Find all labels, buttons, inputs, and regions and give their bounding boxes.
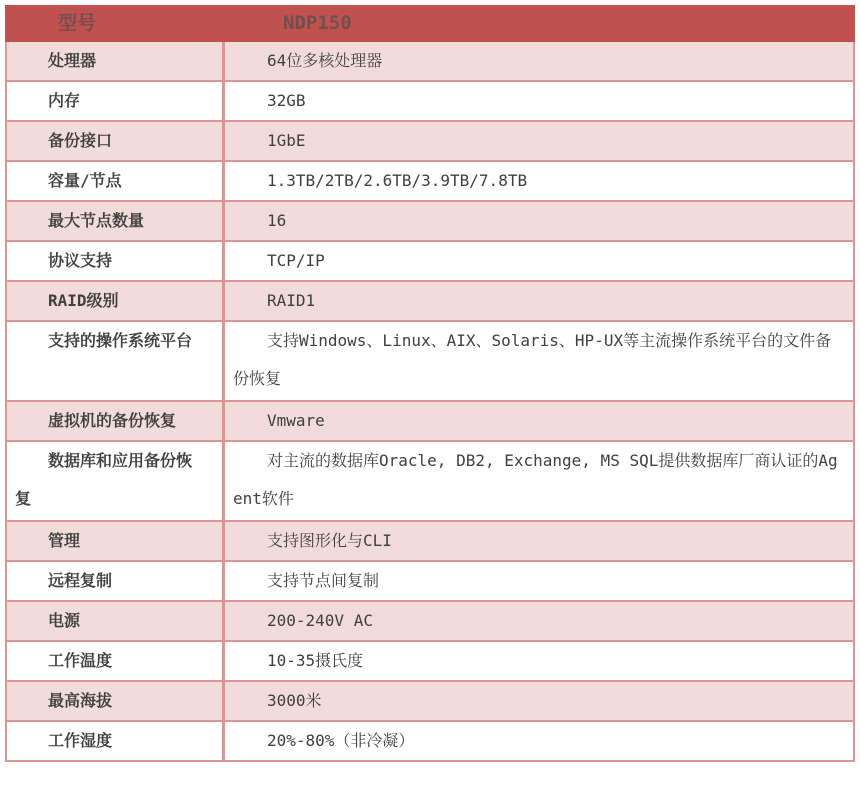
spec-value: 1GbE [267, 131, 306, 150]
spec-row-remote-replication [7, 560, 853, 600]
spec-value: 10-35摄氏度 [267, 651, 364, 670]
spec-label: 数据库和应用备份恢复 [7, 442, 225, 520]
spec-value: 200-240V AC [267, 611, 373, 630]
spec-label: 工作湿度 [7, 722, 225, 760]
spec-row-max-altitude [7, 680, 853, 720]
spec-value: 支持Windows、Linux、AIX、Solaris、HP-UX等主流操作系统平台的文件备份恢复 [233, 331, 832, 388]
spec-value: 16 [267, 211, 287, 230]
spec-row-raid-level [7, 280, 853, 320]
spec-label: RAID级别 [7, 282, 225, 320]
spec-value: RAID1 [267, 291, 316, 310]
spec-value: 20%-80%（非冷凝） [267, 731, 415, 750]
spec-row-processor [7, 42, 853, 80]
spec-row-database-app-backup [7, 440, 853, 520]
spec-table-body [5, 42, 855, 762]
spec-label: 虚拟机的备份恢复 [7, 402, 225, 440]
spec-label: 处理器 [7, 42, 225, 80]
spec-value: 32GB [267, 91, 306, 110]
spec-value: 支持节点间复制 [267, 571, 380, 590]
spec-label: 协议支持 [7, 242, 225, 280]
spec-row-supported-os [7, 320, 853, 400]
spec-row-operating-humidity [7, 720, 853, 760]
spec-label: 内存 [7, 82, 225, 120]
header-model-label: 型号 [58, 12, 97, 34]
spec-value: 64位多核处理器 [267, 51, 383, 70]
spec-row-management [7, 520, 853, 560]
spec-value: TCP/IP [267, 251, 325, 270]
spec-label: 最高海拔 [7, 682, 225, 720]
spec-label: 电源 [7, 602, 225, 640]
spec-label: 支持的操作系统平台 [7, 322, 225, 400]
spec-table-header-row [5, 5, 855, 42]
spec-row-protocol-support [7, 240, 853, 280]
spec-label: 备份接口 [7, 122, 225, 160]
spec-value: 对主流的数据库Oracle, DB2, Exchange, MS SQL提供数据库厂商认证的Agent软件 [233, 451, 838, 508]
spec-row-max-nodes [7, 200, 853, 240]
spec-label: 容量/节点 [7, 162, 225, 200]
spec-row-operating-temperature [7, 640, 853, 680]
spec-label: 远程复制 [7, 562, 225, 600]
spec-label: 管理 [7, 522, 225, 560]
spec-row-vm-backup [7, 400, 853, 440]
spec-label: 最大节点数量 [7, 202, 225, 240]
spec-label: 工作温度 [7, 642, 225, 680]
header-model-value: NDP150 [283, 12, 352, 34]
spec-value: 3000米 [267, 691, 322, 710]
spec-value: 1.3TB/2TB/2.6TB/3.9TB/7.8TB [267, 171, 528, 190]
spec-value: Vmware [267, 411, 325, 430]
spec-row-power [7, 600, 853, 640]
spec-table [5, 5, 855, 762]
spec-row-backup-interface [7, 120, 853, 160]
spec-row-memory [7, 80, 853, 120]
spec-value: 支持图形化与CLI [267, 531, 392, 550]
spec-row-capacity-per-node [7, 160, 853, 200]
